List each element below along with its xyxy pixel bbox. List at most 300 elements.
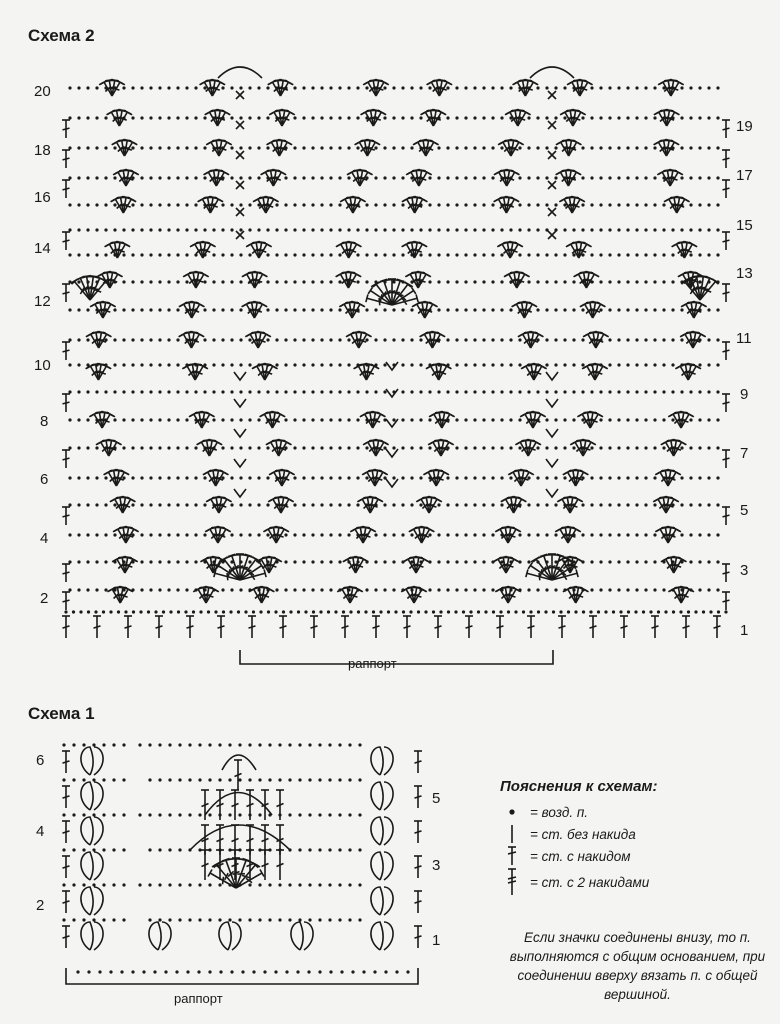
chain-dot [514, 610, 517, 613]
stitch-crossbar [590, 626, 597, 628]
chain-dot [446, 533, 449, 536]
chain-dot [293, 176, 296, 179]
stitch-crossbar [63, 292, 70, 294]
chain-dot [482, 363, 485, 366]
chain-dot [455, 253, 458, 256]
fan-arc [346, 332, 372, 336]
chain-dot [221, 308, 224, 311]
chain-dot [608, 146, 611, 149]
chain-dot [237, 610, 240, 613]
chain-dot [268, 883, 271, 886]
double-crochet-stitch [62, 786, 70, 808]
chain-dot [365, 86, 368, 89]
chain-dot [635, 390, 638, 393]
chain-dot [318, 970, 321, 973]
chain-dot [284, 560, 287, 563]
chain-dot [482, 560, 485, 563]
chain-dot [410, 503, 413, 506]
stitch-fan [113, 170, 139, 188]
stitch-fan [412, 302, 438, 320]
x-stitch [236, 231, 244, 239]
chain-dot [185, 503, 188, 506]
chain-dot [248, 918, 251, 921]
chain-dot [266, 476, 269, 479]
chain-dot [239, 116, 242, 119]
chain-dot [455, 476, 458, 479]
leaf-loop [384, 887, 393, 915]
chain-dot [167, 176, 170, 179]
chain-dot [698, 86, 701, 89]
chain-dot [212, 363, 215, 366]
stitch-crossbar [63, 936, 70, 938]
chain-dot [709, 610, 712, 613]
chain-dot [158, 116, 161, 119]
fan-arc [339, 302, 365, 306]
fan-arc [653, 497, 679, 501]
fan-arc [113, 170, 139, 174]
chain-dot [158, 813, 161, 816]
chain-dot [536, 533, 539, 536]
chain-dot [356, 116, 359, 119]
chain-dot [68, 446, 71, 449]
chain-dot [140, 116, 143, 119]
chain-dot [707, 533, 710, 536]
chain-dot [447, 610, 450, 613]
chain-dot [608, 476, 611, 479]
fan-arc [427, 80, 453, 84]
chain-dot [318, 848, 321, 851]
chain-dot [207, 610, 210, 613]
chain-dot [311, 280, 314, 283]
chain-dot [140, 418, 143, 421]
chain-dot [275, 253, 278, 256]
stitch-fan [205, 110, 231, 128]
chain-dot [554, 476, 557, 479]
chain-dot [248, 503, 251, 506]
chain-dot [230, 176, 233, 179]
chain-dot [158, 743, 161, 746]
chain-dot [230, 228, 233, 231]
chain-dot [410, 338, 413, 341]
fan-arc [350, 527, 376, 531]
chain-dot [338, 86, 341, 89]
stitch-fan [574, 272, 600, 290]
fan-arc [363, 80, 389, 84]
chain-dot [104, 176, 107, 179]
chain-dot [365, 280, 368, 283]
fan-arc [681, 302, 707, 306]
chain-dot [340, 970, 343, 973]
chain-dot [439, 610, 442, 613]
chain-dot [482, 533, 485, 536]
chain-dot [500, 116, 503, 119]
chain-dot [401, 203, 404, 206]
chain-dot [230, 203, 233, 206]
chain-dot [329, 308, 332, 311]
fan-arc [654, 140, 680, 144]
chain-dot [92, 813, 95, 816]
double-crochet-stitch [527, 616, 535, 638]
chain-dot [644, 86, 647, 89]
fan-arc [96, 440, 122, 444]
chain-dot [77, 146, 80, 149]
stitch-fan [513, 80, 539, 98]
chain-dot [113, 390, 116, 393]
chain-dot [298, 743, 301, 746]
chain-dot [188, 918, 191, 921]
chain-dot [176, 533, 179, 536]
stitch-crossbar [63, 796, 70, 798]
stitch-fan [493, 557, 519, 575]
chain-dot [338, 446, 341, 449]
chain-dot [626, 253, 629, 256]
chain-dot [644, 476, 647, 479]
chain-dot [185, 418, 188, 421]
chain-dot [401, 363, 404, 366]
chain-dot [248, 116, 251, 119]
stitch-fan [266, 440, 292, 458]
chain-dot [554, 280, 557, 283]
chain-dot [338, 813, 341, 816]
fan-arc [555, 527, 581, 531]
chain-dot [419, 253, 422, 256]
chain-dot [278, 918, 281, 921]
chain-dot [455, 86, 458, 89]
chain-dot [392, 86, 395, 89]
chain-dot [554, 446, 557, 449]
chain-dot [82, 883, 85, 886]
chain-dot [455, 446, 458, 449]
fan-arc [363, 440, 389, 444]
chain-dot [158, 338, 161, 341]
fan-arc [680, 332, 706, 336]
chain-dot [77, 116, 80, 119]
chain-dot [293, 203, 296, 206]
chain-dot [257, 228, 260, 231]
fan-arc [401, 587, 427, 591]
chain-dot [230, 253, 233, 256]
chain-dot [419, 476, 422, 479]
chain-dot [680, 228, 683, 231]
chain-dot [716, 146, 719, 149]
chain-dot [197, 970, 200, 973]
chain-dot [168, 883, 171, 886]
double-crochet-stitch [496, 616, 504, 638]
chain-dot [401, 446, 404, 449]
row-number: 4 [40, 530, 49, 547]
chain-dot [102, 883, 105, 886]
chain-dot [328, 778, 331, 781]
chain-dot [365, 476, 368, 479]
chain-dot [716, 560, 719, 563]
stitch-crossbar [63, 761, 70, 763]
chain-dot [500, 86, 503, 89]
chain-dot [86, 228, 89, 231]
fan-arc [515, 440, 541, 444]
chain-dot [131, 363, 134, 366]
chain-dot [149, 560, 152, 563]
chain-dot [464, 446, 467, 449]
leaf-loop [384, 782, 393, 810]
double-crochet-stitch [62, 180, 70, 198]
chain-dot [392, 446, 395, 449]
chain-dot [626, 146, 629, 149]
chain-dot [266, 338, 269, 341]
fan-arc [672, 242, 698, 246]
chain-dot [635, 280, 638, 283]
chain-dot [455, 338, 458, 341]
chain-dot [707, 560, 710, 563]
chain-dot [392, 280, 395, 283]
stitch-fan [268, 497, 294, 515]
double-crochet-stitch [155, 616, 163, 638]
chain-dot [131, 390, 134, 393]
chain-dot [446, 228, 449, 231]
chain-dot [252, 610, 255, 613]
chain-dot [500, 446, 503, 449]
chain-dot [329, 390, 332, 393]
chain-dot [140, 588, 143, 591]
chain-dot [338, 883, 341, 886]
chain-dot [95, 588, 98, 591]
chain-dot [563, 446, 566, 449]
row-number: 6 [36, 752, 45, 769]
row-number: 1 [740, 622, 749, 639]
chain-dot [455, 503, 458, 506]
chain-dot [410, 308, 413, 311]
chain-dot [518, 203, 521, 206]
chain-dot [176, 363, 179, 366]
chain-dot [410, 363, 413, 366]
stitch-fan [105, 242, 131, 260]
fan-arc [563, 470, 589, 474]
chain-dot [383, 533, 386, 536]
chain-dot [167, 308, 170, 311]
chain-dot [527, 390, 530, 393]
chain-dot [590, 228, 593, 231]
stitch-crossbar [466, 626, 473, 628]
chain-dot [716, 176, 719, 179]
stitch-crossbar [723, 572, 730, 574]
chain-dot [662, 308, 665, 311]
chain-dot [320, 390, 323, 393]
chain-dot [707, 338, 710, 341]
chain-dot [142, 970, 145, 973]
chain-dot [92, 883, 95, 886]
chain-dot [604, 610, 607, 613]
chain-dot [318, 883, 321, 886]
chain-dot [230, 970, 233, 973]
chain-dot [406, 970, 409, 973]
chain-dot [104, 476, 107, 479]
chain-dot [644, 503, 647, 506]
chain-dot [266, 280, 269, 283]
stitch-fan [267, 140, 293, 158]
chain-dot [644, 203, 647, 206]
chain-dot [518, 253, 521, 256]
chain-dot [687, 610, 690, 613]
fan-arc [204, 170, 230, 174]
chain-dot [554, 338, 557, 341]
chain-dot [358, 778, 361, 781]
chain-dot [473, 228, 476, 231]
chain-dot [198, 778, 201, 781]
chain-dot [329, 560, 332, 563]
chain-dot [185, 203, 188, 206]
chain-dot [68, 228, 71, 231]
chain-dot [68, 253, 71, 256]
chain-dot [644, 228, 647, 231]
chain-dot [536, 116, 539, 119]
chain-dot [186, 970, 189, 973]
chain-dot [178, 778, 181, 781]
chain-dot [230, 390, 233, 393]
stitch-fan [494, 197, 520, 215]
fan-arc [429, 412, 455, 416]
chain-dot [198, 883, 201, 886]
chain-dot [318, 778, 321, 781]
chain-dot [365, 228, 368, 231]
chain-dot [329, 503, 332, 506]
chain-dot [212, 280, 215, 283]
chain-dot [437, 503, 440, 506]
chain-dot [238, 918, 241, 921]
chain-dot [149, 308, 152, 311]
chain-dot [599, 533, 602, 536]
chain-dot [597, 610, 600, 613]
chain-dot [320, 203, 323, 206]
double-crochet-stitch [62, 821, 70, 843]
chain-dot [149, 146, 152, 149]
stitch-top [526, 569, 528, 577]
chain-dot [158, 503, 161, 506]
chain-dot [599, 176, 602, 179]
fan-arc [498, 140, 524, 144]
chain-dot [86, 418, 89, 421]
fan-arc [89, 412, 115, 416]
chain-dot [545, 253, 548, 256]
fan-arc [198, 197, 224, 201]
chain-dot [219, 970, 222, 973]
chain-dot [518, 560, 521, 563]
chain-dot [689, 533, 692, 536]
chain-dot [581, 203, 584, 206]
chain-dot [168, 813, 171, 816]
chain-dot [76, 970, 79, 973]
chain-dot [208, 743, 211, 746]
chain-dot [348, 778, 351, 781]
chain-dot [329, 280, 332, 283]
chain-dot [328, 743, 331, 746]
chain-dot [545, 390, 548, 393]
chain-dot [500, 280, 503, 283]
leaf-loop [162, 922, 171, 950]
chain-dot [221, 280, 224, 283]
chain-dot [338, 146, 341, 149]
chain-dot [302, 533, 305, 536]
stitch-crossbar [723, 158, 730, 160]
stitch-fan [198, 197, 224, 215]
chain-dot [138, 743, 141, 746]
chain-dot [68, 476, 71, 479]
chain-dot [689, 476, 692, 479]
chain-dot [617, 588, 620, 591]
chain-dot [263, 970, 266, 973]
stitch-crossbar [435, 626, 442, 628]
stitch-fan [340, 197, 366, 215]
double-crochet-stitch [62, 891, 70, 913]
chain-dot [626, 116, 629, 119]
chain-dot [198, 743, 201, 746]
double-crochet-stitch [722, 120, 730, 138]
double-crochet-stitch [62, 751, 70, 773]
chain-dot [590, 533, 593, 536]
chain-dot [383, 203, 386, 206]
double-crochet-stitch [217, 616, 225, 638]
chain-dot [428, 280, 431, 283]
chain-dot [178, 883, 181, 886]
chain-dot [698, 560, 701, 563]
chain-dot [599, 560, 602, 563]
chain-dot [229, 610, 232, 613]
chain-dot [635, 116, 638, 119]
fan-arc [557, 497, 583, 501]
double-crochet-stitch [62, 394, 70, 412]
chain-dot [257, 116, 260, 119]
stitch-fan [361, 110, 387, 128]
chain-dot [320, 146, 323, 149]
chain-dot [626, 476, 629, 479]
fan-arc [494, 170, 520, 174]
chain-dot [238, 778, 241, 781]
chain-dot [149, 418, 152, 421]
stitch-fan [253, 197, 279, 215]
leaf-loop [384, 922, 393, 950]
chain-dot [248, 146, 251, 149]
stitch-crossbar [218, 626, 225, 628]
chain-dot [185, 253, 188, 256]
fan-arc [206, 140, 232, 144]
double-crochet-stitch [62, 120, 70, 138]
fan-arc [111, 197, 137, 201]
legend-item-text: = ст. с 2 накидами [530, 874, 650, 890]
chain-dot [244, 610, 247, 613]
chain-dot [392, 418, 395, 421]
chain-dot [554, 146, 557, 149]
stitch-fan [563, 587, 589, 605]
chain-dot [680, 503, 683, 506]
stitch-fan [420, 332, 446, 350]
row-number: 10 [34, 357, 51, 374]
chain-dot [716, 203, 719, 206]
chain-dot [302, 86, 305, 89]
chain-dot [241, 970, 244, 973]
chain-dot [554, 116, 557, 119]
chain-dot [329, 86, 332, 89]
chain-dot [296, 970, 299, 973]
chain-dot [392, 253, 395, 256]
chain-dot [258, 778, 261, 781]
chain-dot [716, 418, 719, 421]
chain-dot [112, 883, 115, 886]
chain-dot [671, 253, 674, 256]
stitch-crossbar [342, 626, 349, 628]
chain-dot [612, 610, 615, 613]
chain-dot [122, 280, 125, 283]
chain-dot [266, 390, 269, 393]
chain-dot [644, 533, 647, 536]
chain-dot [395, 970, 398, 973]
